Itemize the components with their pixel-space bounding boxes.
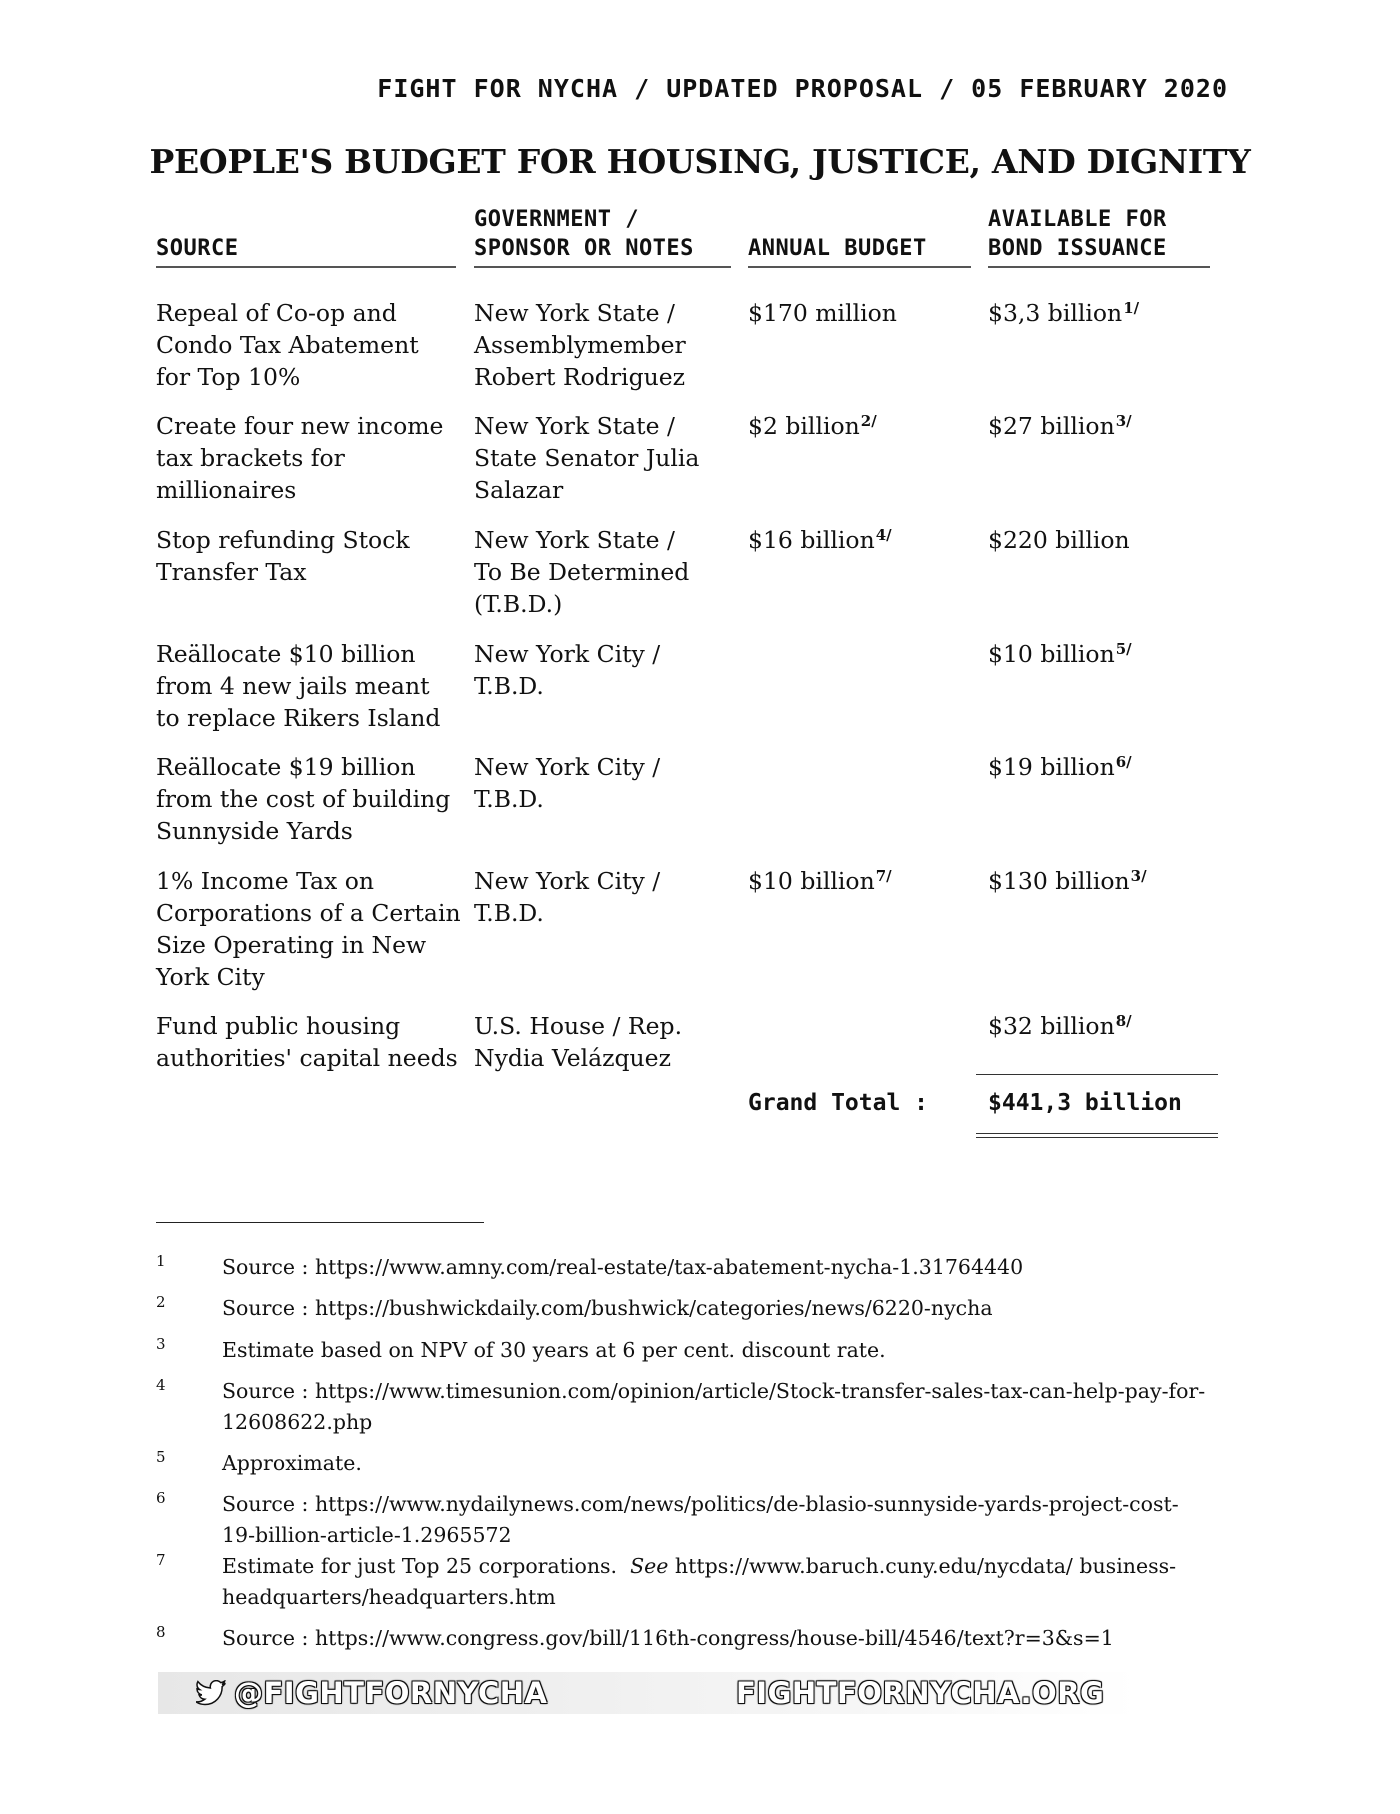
bond-issuance-value: $10 billion	[988, 640, 1115, 668]
column-header-source: SOURCE	[156, 206, 456, 268]
column-header-annual-budget: ANNUAL BUDGET	[748, 206, 971, 268]
bond-issuance-value: $130 billion	[988, 867, 1130, 895]
cell-line: Condo Tax Abatement	[156, 331, 419, 359]
cell-government	[474, 524, 689, 620]
footnote-text: Source : https://www.amny.com/real-estate/tax-abatement-nycha-1.31764440	[222, 1255, 1024, 1279]
footer-twitter-handle[interactable]	[196, 1673, 547, 1713]
grand-total-double-rule	[976, 1133, 1218, 1138]
footnote-number: 1	[156, 1252, 166, 1270]
footnote-text: headquarters/headquarters.htm	[222, 1585, 556, 1609]
footnote-ref: 1/	[1123, 299, 1140, 317]
footer-site-text: FIGHTFORNYCHA.ORG	[736, 1676, 1105, 1710]
cell-line: (T.B.D.)	[474, 590, 563, 618]
grand-total-value: $441,3 billion	[988, 1090, 1182, 1116]
cell-line: millionaires	[156, 476, 297, 504]
cell-line: Salazar	[474, 476, 564, 504]
footnote-item	[156, 1448, 1276, 1479]
cell-annual-budget	[748, 297, 898, 332]
cell-line: State Senator Julia	[474, 444, 700, 472]
footnote-text: 12608622.php	[222, 1410, 373, 1434]
annual-budget-value: $170 million	[748, 299, 897, 327]
footnote-see-italic: See	[630, 1554, 669, 1578]
footer-handle-text: @FIGHTFORNYCHA	[234, 1676, 548, 1710]
cell-line: Repeal of Co-op and	[156, 299, 397, 327]
footnote-text: Source : https://www.nydailynews.com/news/politics/de-blasio-sunnyside-yards-project-cost-	[222, 1492, 1179, 1516]
cell-government	[474, 751, 660, 815]
bond-issuance-value: $27 billion	[988, 412, 1115, 440]
column-header-government: GOVERNMENT / SPONSOR OR NOTES	[474, 206, 731, 268]
cell-source	[156, 297, 419, 393]
footnote-ref: 2/	[860, 412, 877, 430]
cell-line: for Top 10%	[156, 363, 301, 391]
bond-issuance-value: $32 billion	[988, 1012, 1115, 1040]
footnote-number: 8	[156, 1623, 166, 1641]
cell-source	[156, 751, 450, 847]
cell-line: Nydia Velázquez	[474, 1044, 671, 1072]
footnote-ref: 6/	[1115, 753, 1132, 771]
cell-line: tax brackets for	[156, 444, 345, 472]
cell-line: Reällocate $10 billion	[156, 640, 416, 668]
cell-line: Sunnyside Yards	[156, 817, 353, 845]
footnote-item	[156, 1293, 1276, 1324]
footnote-item	[156, 1623, 1276, 1654]
cell-bond-issuance	[988, 410, 1132, 445]
cell-annual-budget	[748, 865, 892, 900]
cell-annual-budget	[748, 638, 749, 673]
cell-line: York City	[156, 963, 265, 991]
footnote-ref: 7/	[875, 867, 892, 885]
annual-budget-value: $2 billion	[748, 412, 860, 440]
cell-source	[156, 1010, 458, 1074]
footnote-number: 3	[156, 1335, 166, 1353]
cell-government	[474, 1010, 682, 1074]
footnote-ref: 3/	[1130, 867, 1147, 885]
cell-line: New York City /	[474, 867, 661, 895]
footnote-text: Approximate.	[222, 1451, 362, 1475]
cell-line: To Be Determined	[474, 558, 690, 586]
cell-line: Create four new income	[156, 412, 444, 440]
grand-total-top-rule	[976, 1074, 1218, 1075]
footnote-text	[222, 1551, 1276, 1582]
footnote-ref: 4/	[875, 526, 892, 544]
cell-line: Transfer Tax	[156, 558, 307, 586]
cell-government	[474, 638, 660, 702]
cell-line: 1% Income Tax on	[156, 867, 375, 895]
cell-line: New York State /	[474, 299, 675, 327]
cell-government	[474, 865, 660, 929]
annual-budget-value: $16 billion	[748, 526, 875, 554]
cell-bond-issuance	[988, 297, 1139, 332]
cell-bond-issuance	[988, 1010, 1132, 1045]
cell-line: Robert Rodriguez	[474, 363, 686, 391]
cell-line: New York State /	[474, 526, 675, 554]
cell-line: T.B.D.	[474, 672, 544, 700]
footnote-number: 6	[156, 1489, 166, 1507]
cell-annual-budget	[748, 524, 892, 559]
bond-issuance-value: $19 billion	[988, 753, 1115, 781]
footnote-text: Source : https://www.congress.gov/bill/116th-congress/house-bill/4546/text?r=3&s=1	[222, 1626, 1114, 1650]
cell-source	[156, 638, 440, 734]
footnote-text: 19-billion-article-1.2965572	[222, 1523, 512, 1547]
footnote-number: 2	[156, 1293, 166, 1311]
footer-website-link[interactable]	[736, 1673, 1104, 1713]
footnote-text: Source : https://www.timesunion.com/opinion/article/Stock-transfer-sales-tax-can-help-pay-for-	[222, 1379, 1206, 1403]
cell-source	[156, 524, 410, 588]
cell-line: Stop refunding Stock	[156, 526, 410, 554]
cell-line: New York City /	[474, 640, 661, 668]
document-header-line: FIGHT FOR NYCHA / UPDATED PROPOSAL / 05 FEBRUARY 2020	[377, 74, 1228, 103]
footnote-divider	[156, 1222, 484, 1223]
footnote-number: 4	[156, 1376, 166, 1394]
cell-line: authorities' capital needs	[156, 1044, 458, 1072]
cell-bond-issuance	[988, 524, 1131, 559]
footnote-item	[156, 1489, 1276, 1551]
footnote-number: 7	[156, 1551, 166, 1569]
footnote-text: Estimate based on NPV of 30 years at 6 per cent. discount rate.	[222, 1338, 886, 1362]
cell-line: T.B.D.	[474, 899, 544, 927]
grand-total-label: Grand Total :	[748, 1090, 929, 1116]
cell-line: New York City /	[474, 753, 661, 781]
cell-line: to replace Rikers Island	[156, 704, 441, 732]
cell-bond-issuance	[988, 638, 1132, 673]
bond-issuance-value: $3,3 billion	[988, 299, 1123, 327]
cell-government	[474, 410, 699, 506]
column-header-bond-issuance: AVAILABLE FOR BOND ISSUANCE	[988, 206, 1210, 268]
cell-line: New York State /	[474, 412, 675, 440]
footnote-item	[156, 1551, 1276, 1613]
cell-line: T.B.D.	[474, 785, 544, 813]
cell-source	[156, 865, 461, 993]
footnote-ref: 8/	[1115, 1012, 1132, 1030]
footnote-item	[156, 1252, 1276, 1283]
cell-government	[474, 297, 686, 393]
cell-line: Reällocate $19 billion	[156, 753, 416, 781]
cell-annual-budget	[748, 1010, 749, 1045]
footnote-text-part: Estimate for just Top 25 corporations.	[222, 1554, 631, 1578]
cell-bond-issuance	[988, 751, 1132, 786]
footnote-item	[156, 1376, 1276, 1438]
cell-bond-issuance	[988, 865, 1147, 900]
cell-line: from 4 new jails meant	[156, 672, 430, 700]
cell-line: Corporations of a Certain	[156, 899, 461, 927]
footnote-number: 5	[156, 1448, 166, 1466]
twitter-bird-icon	[196, 1680, 226, 1706]
footnote-text: Source : https://bushwickdaily.com/bushwick/categories/news/6220-nycha	[222, 1296, 993, 1320]
cell-line: Size Operating in New	[156, 931, 427, 959]
bond-issuance-value: $220 billion	[988, 526, 1130, 554]
cell-line: Assemblymember	[474, 331, 686, 359]
cell-line: U.S. House / Rep.	[474, 1012, 683, 1040]
document-title: PEOPLE'S BUDGET FOR HOUSING, JUSTICE, AND DIGNITY	[149, 142, 1251, 181]
footnote-item	[156, 1335, 1276, 1366]
cell-source	[156, 410, 443, 506]
cell-line: from the cost of building	[156, 785, 451, 813]
footnote-ref: 5/	[1115, 640, 1132, 658]
cell-annual-budget	[748, 751, 749, 786]
cell-annual-budget	[748, 410, 877, 445]
footnote-text-part: https://www.baruch.cuny.edu/nycdata/ business-	[668, 1554, 1177, 1578]
footnote-ref: 3/	[1115, 412, 1132, 430]
annual-budget-value: $10 billion	[748, 867, 875, 895]
cell-line: Fund public housing	[156, 1012, 401, 1040]
